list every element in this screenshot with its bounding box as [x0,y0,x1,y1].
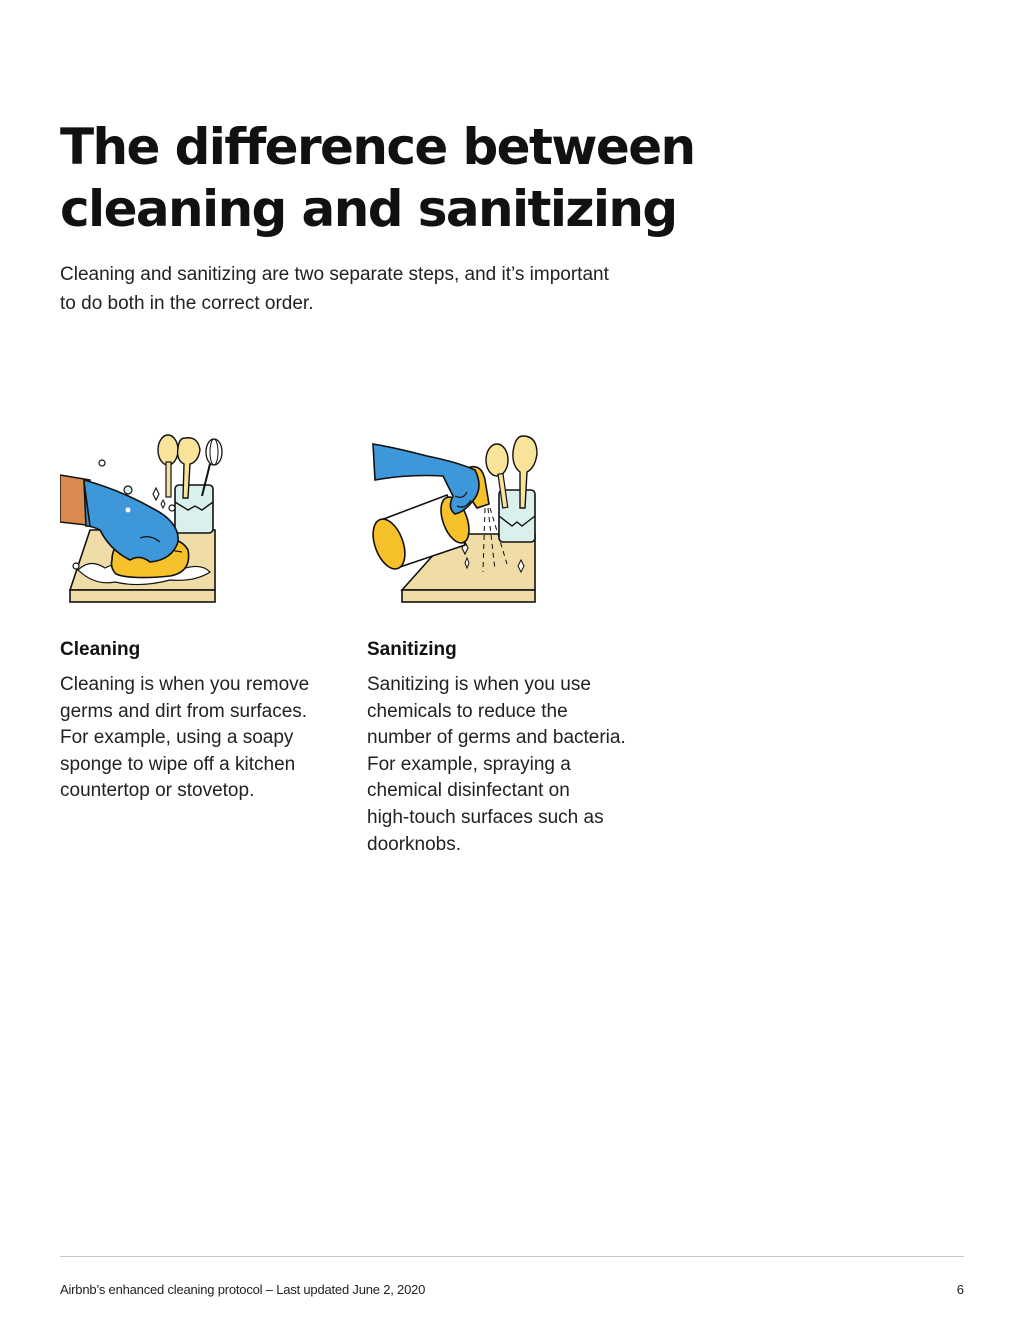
page-subtitle [60,260,680,318]
cleaning-line: germs and dirt from surfaces. [60,700,308,722]
cleaning-section [60,430,360,802]
page-number: 6 [956,1282,964,1297]
page-title [60,116,740,240]
cleaning-line: sponge to wipe off a kitchen [60,753,296,775]
footer-divider [60,1256,964,1257]
sanitizing-line: For example, spraying a [367,753,571,775]
gloved-hand-spraying-bottle-icon [367,430,547,610]
sanitizing-line: chemical disinfectant on [367,780,570,802]
cleaning-line: For example, using a soapy [60,727,294,749]
cleaning-line: Cleaning is when you remove [60,674,310,695]
subtitle-line-2: to do both in the correct order. [60,293,314,314]
sanitizing-heading: Sanitizing [367,639,457,660]
sanitizing-line: chemicals to reduce the [367,700,568,722]
cleaning-line: countertop or stovetop. [60,780,255,802]
cleaning-description [60,672,355,805]
sanitizing-description [367,672,662,858]
subtitle-line-1: Cleaning and sanitizing are two separate steps, and it’s important [60,264,609,285]
sanitizing-line: high-touch surfaces such as [367,806,604,828]
sanitizing-line: doorknobs. [367,833,462,855]
cleaning-heading: Cleaning [60,639,141,660]
sanitizing-section [367,430,667,855]
title-line-2: cleaning and sanitizing [60,180,677,238]
title-line-1: The difference between [60,118,695,176]
gloved-hand-scrubbing-with-sponge-icon [60,430,240,610]
sanitizing-line: number of germs and bacteria. [367,727,626,749]
sanitizing-line: Sanitizing is when you use [367,674,591,695]
footer-text: Airbnb’s enhanced cleaning protocol – Last updated June 2, 2020 [60,1282,426,1297]
